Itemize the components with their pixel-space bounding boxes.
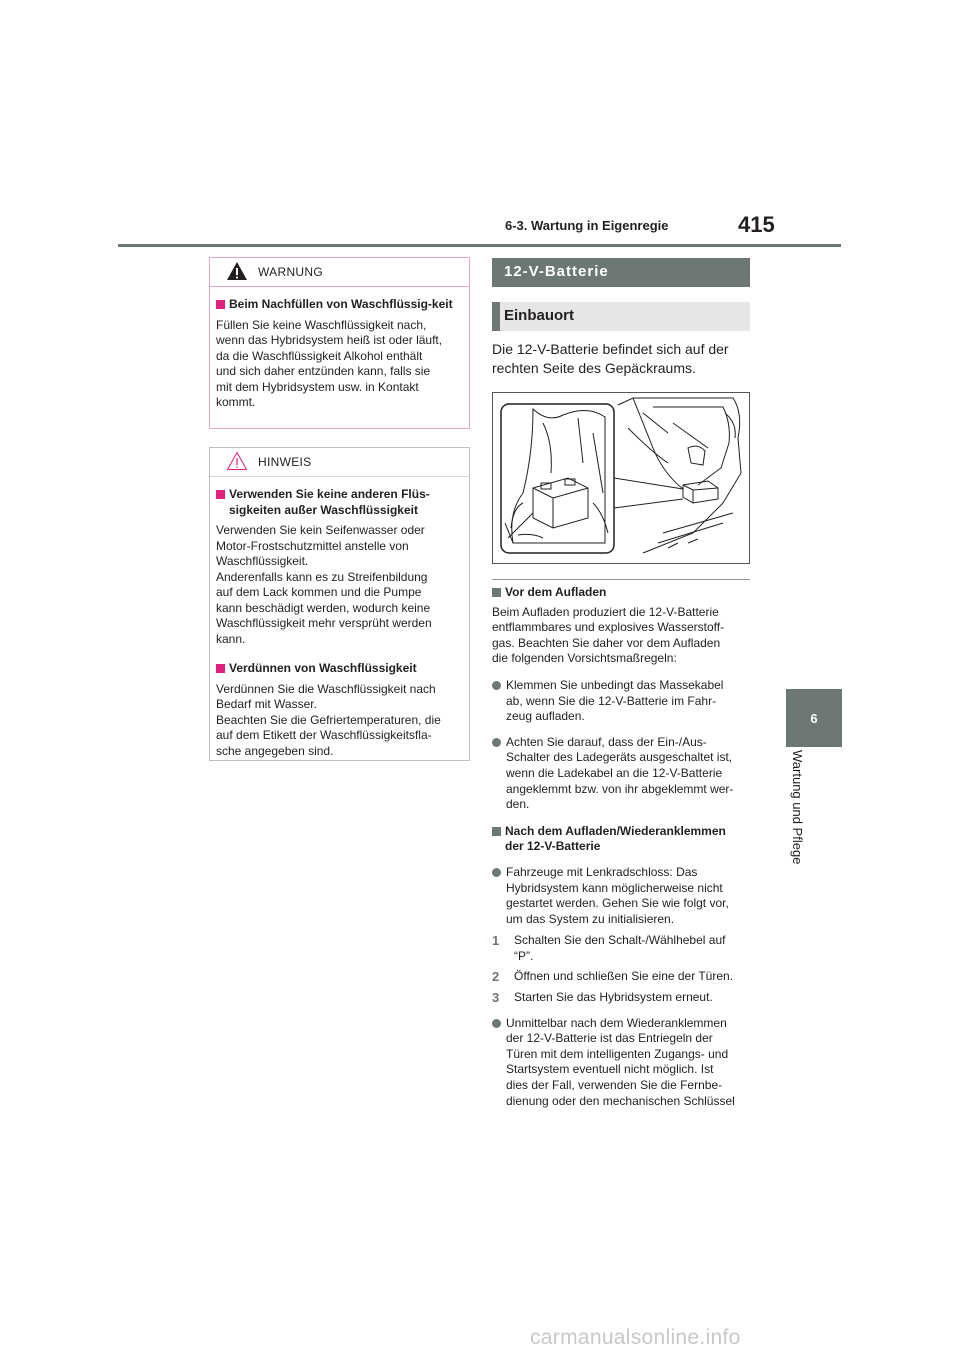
notice-box: [209, 447, 470, 761]
caution-triangle-icon: [226, 451, 248, 471]
warning-item-heading: Beim Nachfüllen von Waschflüssig-keit: [216, 297, 464, 313]
watermark[interactable]: carmanualsonline.info: [530, 1326, 741, 1349]
circle-bullet-icon: [492, 681, 501, 690]
warning-item-text: Füllen Sie keine Waschflüssigkeit nach, wenn das Hybridsystem heiß ist oder läuft, da die Waschflüssigkeit Alkohol enthält und sich daher entzünden kann, falls sie mit dem Hybridsystem usw. in Kontakt kommt.: [216, 317, 443, 409]
header-rule: [118, 244, 841, 247]
list-item: Unmittelbar nach dem Wiederanklemmen der 12-V-Batterie ist das Entriegeln der Türen mit dem intelligenten Zugangs- und Startsystem eventuell nicht möglich. Ist dies der Fall, verwenden Sie die Fernbe- dienung oder den mechanischen Schlüssel: [492, 1016, 752, 1110]
battery-intro: Die 12-V-Batterie befindet sich auf der rechten Seite des Gepäckraums.: [492, 341, 729, 376]
subsection-heading-location: Einbauort: [492, 302, 750, 331]
chapter-tab[interactable]: 6: [786, 689, 842, 747]
step-item: 2 Öffnen und schließen Sie eine der Türen.: [492, 969, 734, 985]
after-charging-heading: Nach dem Aufladen/Wiederanklemmen der 12-V-Batterie: [492, 824, 752, 855]
circle-bullet-icon: [492, 1019, 501, 1028]
notice-item-heading: Verwenden Sie keine anderen Flüs-sigkeiten außer Waschflüssigkeit: [216, 487, 469, 518]
notice-item-text: Verdünnen Sie die Waschflüssigkeit nach Bedarf mit Wasser. Beachten Sie die Gefriertemperaturen, die auf dem Etikett der Waschflüssigkeitsfla- sche angegeben sind.: [216, 681, 441, 758]
page-number: 415: [738, 212, 775, 237]
warning-label: WARNUNG: [258, 265, 323, 279]
circle-bullet-icon: [492, 868, 501, 877]
figure-divider: [492, 579, 750, 580]
before-charging-heading: Vor dem Aufladen: [492, 585, 752, 601]
warning-box: [209, 257, 470, 429]
square-bullet-icon: [216, 490, 225, 499]
square-bullet-icon: [492, 588, 501, 597]
section-title: 6-3. Wartung in Eigenregie: [505, 218, 669, 233]
notice-item-text: Verwenden Sie kein Seifenwasser oder Motor-Frostschutzmittel anstelle von Waschflüssigkeit. Anderenfalls kann es zu Streifenbildung auf dem Lack kommen und die Pumpe kann beschädigt werden, wodurch keine Waschflüssigkeit mehr versprüht werden kann.: [216, 523, 432, 646]
list-item: Fahrzeuge mit Lenkradschloss: Das Hybridsystem kann möglicherweise nicht gestartet werden. Gehen Sie wie folgt vor, um das System zu initialisieren.: [492, 865, 752, 927]
list-item: Achten Sie darauf, dass der Ein-/Aus- Schalter des Ladegeräts ausgeschaltet ist, wenn die Ladekabel an die 12-V-Batterie angeklemmt bzw. von ihr abgeklemmt wer- den.: [492, 735, 752, 813]
before-charging-text: Beim Aufladen produziert die 12-V-Batterie entflammbares und explosives Wasserstoff- gas. Beachten Sie daher vor dem Aufladen die folgenden Vorsichtsmaßregeln:: [492, 604, 725, 666]
chapter-title-vertical: [770, 750, 820, 890]
chapter-title: Wartung und Pflege: [790, 750, 805, 865]
circle-bullet-icon: [492, 738, 501, 747]
list-item: Klemmen Sie unbedingt das Massekabel ab, wenn Sie die 12-V-Batterie im Fahr- zeug aufladen.: [492, 678, 752, 725]
warning-triangle-icon: [226, 261, 248, 281]
step-item: 3 Starten Sie das Hybridsystem erneut.: [492, 990, 713, 1006]
battery-location-illustration: [492, 392, 750, 564]
notice-item-heading: Verdünnen von Waschflüssigkeit: [216, 661, 464, 677]
square-bullet-icon: [492, 827, 501, 836]
section-heading-battery: 12-V-Batterie: [492, 258, 750, 287]
square-bullet-icon: [216, 300, 225, 309]
battery-text: [492, 585, 752, 1109]
step-item: 1 Schalten Sie den Schalt-/Wählhebel auf “P”.: [492, 933, 726, 963]
square-bullet-icon: [216, 664, 225, 673]
notice-header: [210, 448, 469, 477]
warning-header: [210, 258, 469, 287]
trunk-battery-drawing: [493, 393, 749, 563]
notice-label: HINWEIS: [258, 455, 312, 469]
